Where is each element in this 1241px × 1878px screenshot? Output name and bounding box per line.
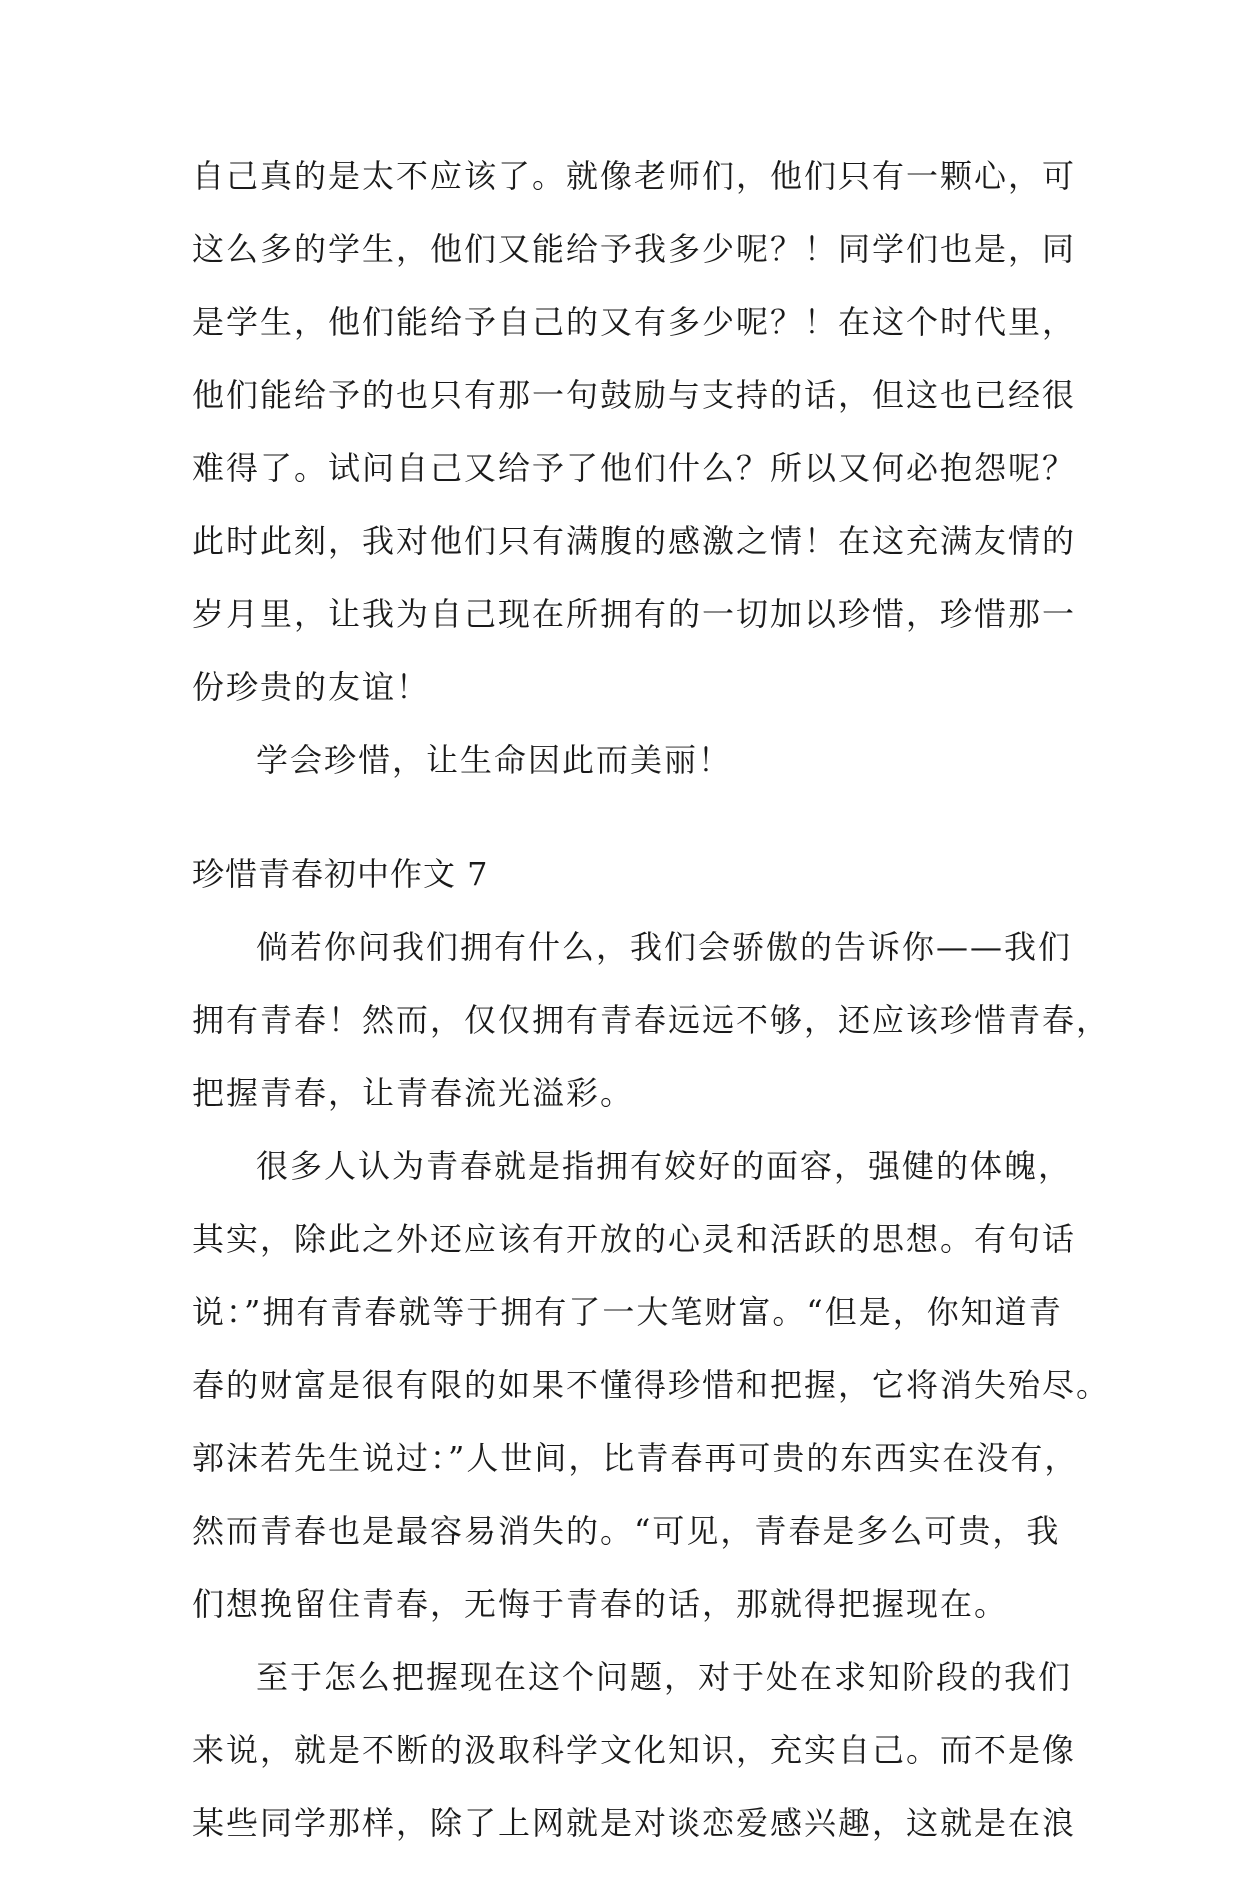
text-line: 是学生，他们能给予自己的又有多少呢？！在这个时代里， [192,303,1077,341]
text-line: 难得了。试问自己又给予了他们什么？所以又何必抱怨呢？ [192,449,1077,487]
text-line: 自己真的是太不应该了。就像老师们，他们只有一颗心，可 [192,157,1077,195]
text-line: 学会珍惜，让生命因此而美丽！ [256,741,733,779]
text-line: 郭沫若先生说过：”人世间，比青春再可贵的东西实在没有， [192,1439,1079,1477]
text-line: 倘若你问我们拥有什么，我们会骄傲的告诉你——我们 [256,928,1073,966]
text-line: 此时此刻，我对他们只有满腹的感激之情！在这充满友情的 [192,522,1077,560]
text-line: 拥有青春！然而，仅仅拥有青春远远不够，还应该珍惜青春， [192,1001,1111,1039]
text-line: 岁月里，让我为自己现在所拥有的一切加以珍惜，珍惜那一 [192,595,1077,633]
text-line: 某些同学那样，除了上网就是对谈恋爱感兴趣，这就是在浪 [192,1804,1077,1842]
text-line: 其实，除此之外还应该有开放的心灵和活跃的思想。有句话 [192,1220,1077,1258]
text-line: 来说，就是不断的汲取科学文化知识，充实自己。而不是像 [192,1731,1077,1769]
text-line: 很多人认为青春就是指拥有姣好的面容，强健的体魄， [256,1147,1073,1185]
essay-title: 珍惜青春初中作文 7 [192,855,489,893]
text-line: 份珍贵的友谊！ [192,668,431,706]
document-body [192,157,1111,1878]
text-line: 至于怎么把握现在这个问题，对于处在求知阶段的我们 [256,1658,1073,1696]
text-line: 然而青春也是最容易消失的。“可见，青春是多么可贵，我 [192,1512,1061,1550]
text-line: 把握青春，让青春流光溢彩。 [192,1074,635,1112]
text-line: 春的财富是很有限的如果不懂得珍惜和把握，它将消失殆尽。 [192,1366,1111,1404]
paragraph-seize-present [192,1658,1077,1878]
text-line: 这么多的学生，他们又能给予我多少呢？！同学们也是，同 [192,230,1077,268]
text-line: 说：”拥有青春就等于拥有了一大笔财富。“但是，你知道青 [192,1293,1063,1331]
paragraph-youth-value [192,1147,1111,1659]
paragraph-conclusion [192,742,1072,815]
text-line: 们想挽留住青春，无悔于青春的话，那就得把握现在。 [192,1585,1009,1623]
text-line: 他们能给予的也只有那一句鼓励与支持的话，但这也已经很 [192,376,1077,414]
paragraph-gratitude [192,157,1077,742]
paragraph-intro [192,928,1111,1148]
section-spacer [192,815,1072,856]
